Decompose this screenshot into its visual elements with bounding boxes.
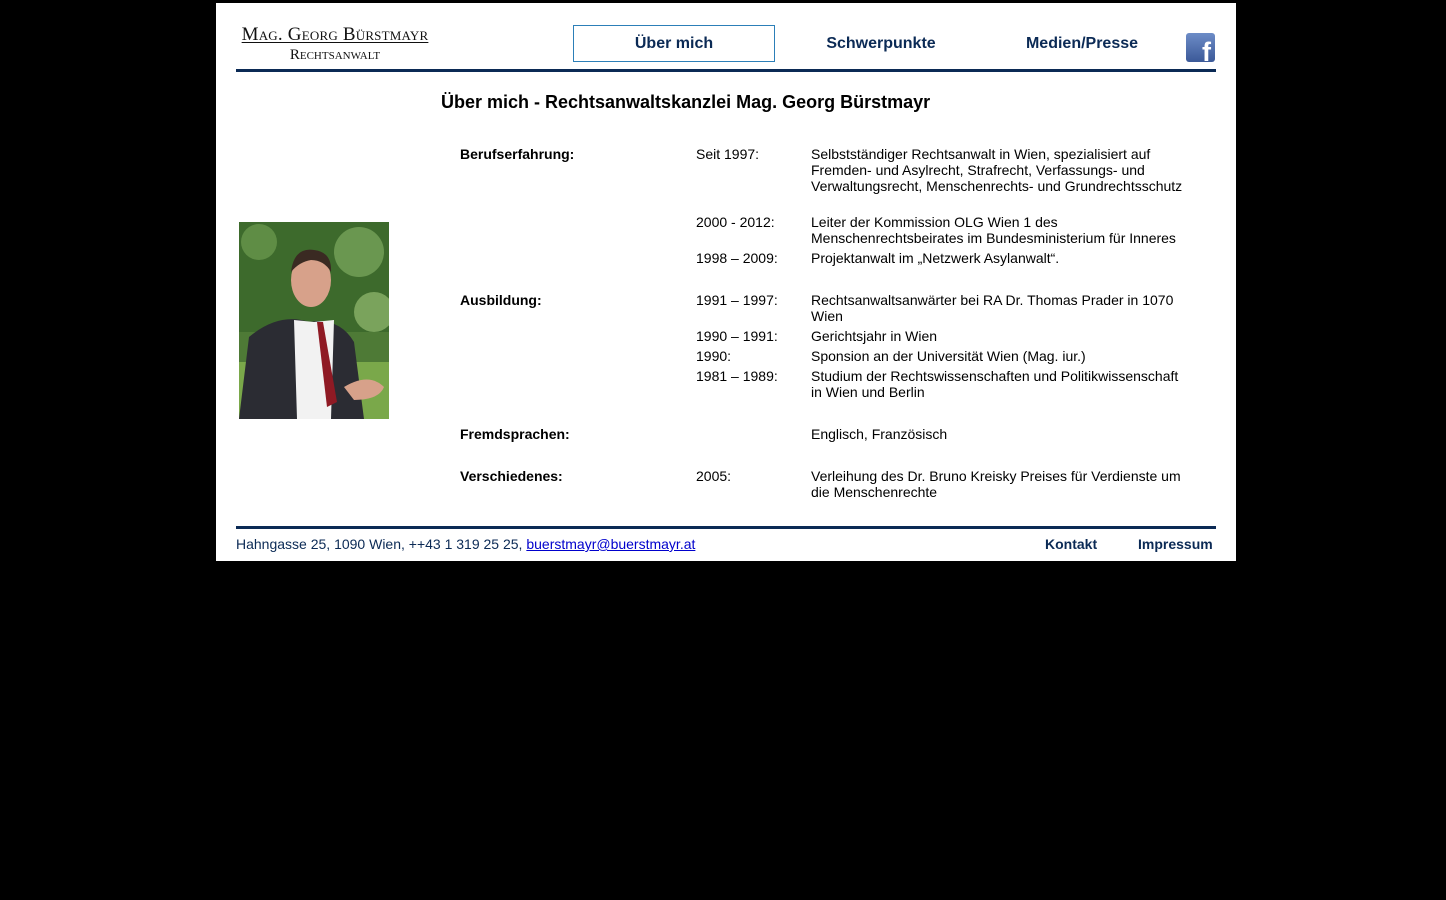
- cv-description: Leiter der Kommission OLG Wien 1 des Menschenrechtsbeirates im Bundesministerium für Inneres: [811, 214, 1176, 246]
- footer-divider: [236, 526, 1216, 529]
- cv-description: Projektanwalt im „Netzwerk Asylanwalt“.: [811, 250, 1060, 266]
- cv-description: Rechtsanwaltsanwärter bei RA Dr. Thomas Prader in 1070 Wien: [811, 292, 1174, 324]
- cv-date: 1981 – 1989:: [696, 368, 778, 384]
- address-text: Hahngasse 25, 1090 Wien, ++43 1 319 25 25,: [236, 536, 527, 552]
- section-label: Fremdsprachen:: [460, 426, 570, 442]
- cv-description: Verleihung des Dr. Bruno Kreisky Preises für Verdienste um die Menschenrechte: [811, 468, 1181, 500]
- page-container: [216, 3, 1236, 561]
- footer-kontakt-link[interactable]: Kontakt: [1045, 536, 1098, 552]
- cv-date: 1990:: [696, 348, 732, 364]
- cv-date: 1998 – 2009:: [696, 250, 778, 266]
- section-label: Ausbildung:: [460, 292, 542, 308]
- portrait-photo: [239, 222, 389, 419]
- cv-date: 1990 – 1991:: [696, 328, 778, 344]
- site-logo[interactable]: [235, 25, 435, 64]
- section-label: Berufserfahrung:: [460, 146, 575, 162]
- cv-description: Selbstständiger Rechtsanwalt in Wien, spezialisiert auf Fremden- und Asylrecht, Strafrecht, Verfassungs- und Verwaltungsrecht, Menschenrechts- und Grundrechtsschutz: [811, 146, 1183, 194]
- footer-address: [236, 536, 695, 552]
- logo-subtitle: Rechtsanwalt: [289, 47, 381, 63]
- footer-impressum-link[interactable]: Impressum: [1138, 536, 1213, 552]
- cv-description: Sponsion an der Universität Wien (Mag. iur.): [811, 348, 1086, 364]
- nav-ueber-mich[interactable]: Über mich: [573, 25, 775, 62]
- cv-description: Englisch, Französisch: [811, 426, 948, 442]
- cv-description: Studium der Rechtswissenschaften und Politikwissenschaft in Wien und Berlin: [811, 368, 1179, 400]
- nav-schwerpunkte[interactable]: Schwerpunkte: [826, 34, 936, 52]
- nav-medien-presse[interactable]: Medien/Presse: [1025, 34, 1139, 52]
- cv-date: 1991 – 1997:: [696, 292, 778, 308]
- logo-name: Mag. Georg Bürstmayr: [241, 24, 429, 45]
- page-title: Über mich - Rechtsanwaltskanzlei Mag. Georg Bürstmayr: [441, 92, 931, 112]
- header-divider: [236, 69, 1216, 72]
- cv-date: 2000 - 2012:: [696, 214, 775, 230]
- section-label: Verschiedenes:: [460, 468, 563, 484]
- cv-description: Gerichtsjahr in Wien: [811, 328, 938, 344]
- facebook-icon[interactable]: f: [1186, 33, 1215, 62]
- email-link[interactable]: buerstmayr@buerstmayr.at: [526, 536, 696, 552]
- cv-date: Seit 1997:: [696, 146, 760, 162]
- cv-date: 2005:: [696, 468, 732, 484]
